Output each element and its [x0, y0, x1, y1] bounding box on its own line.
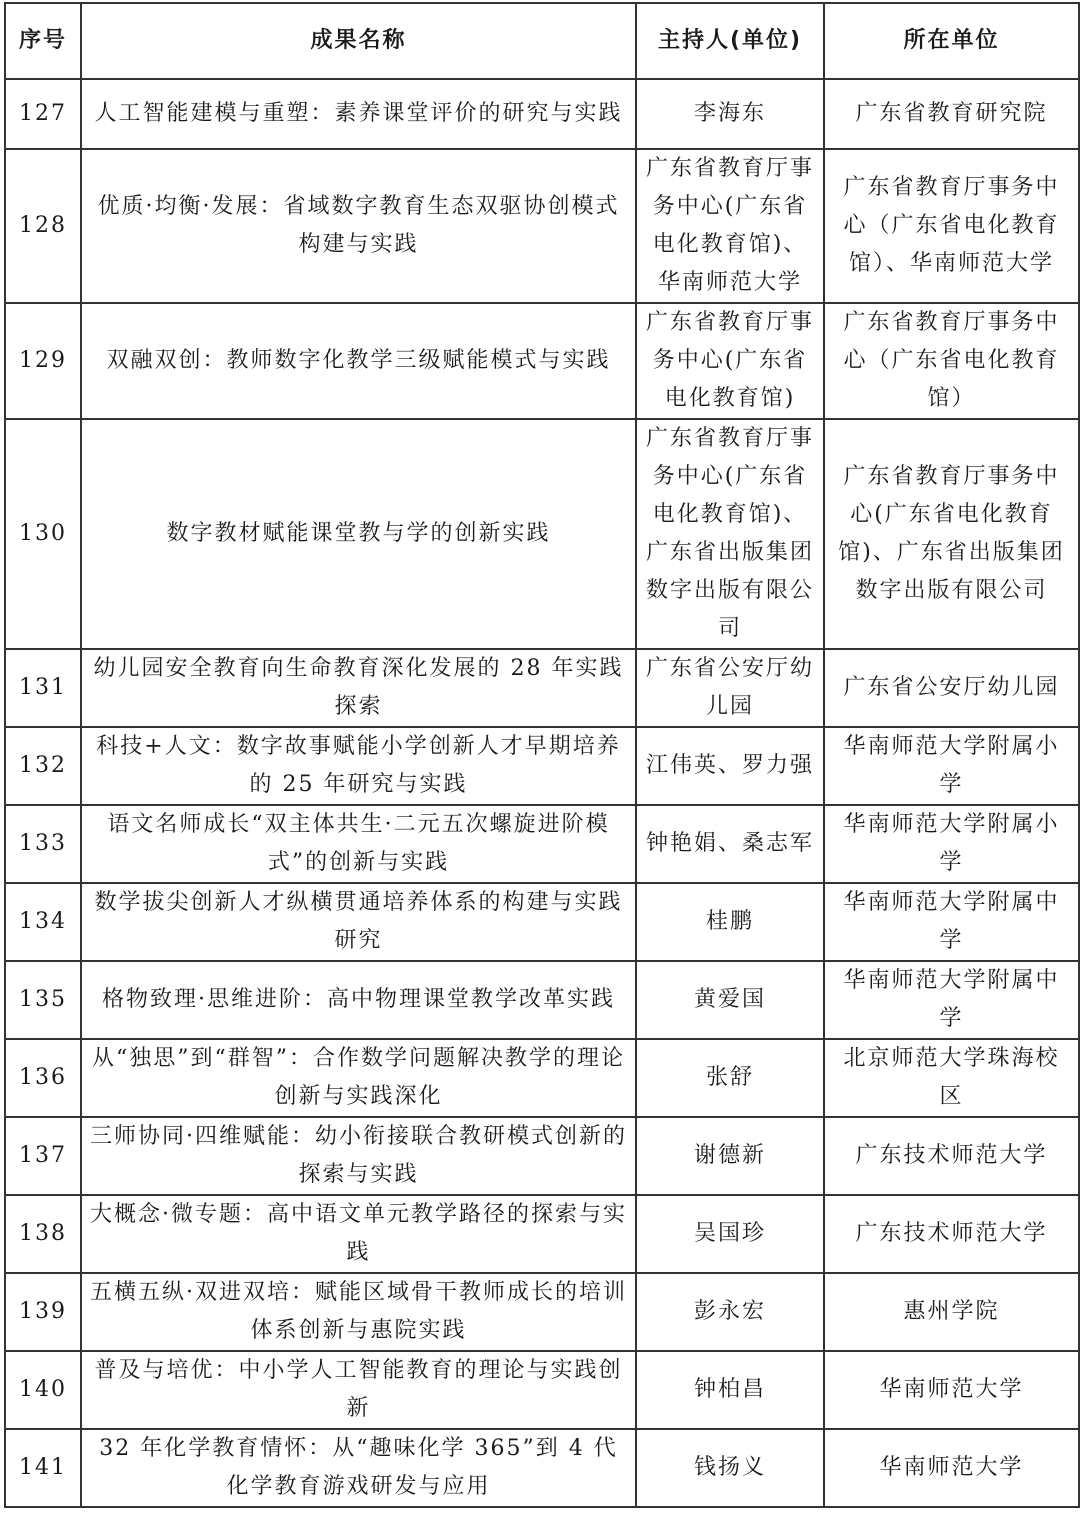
table-row: [5, 649, 1079, 727]
row-number: 129: [5, 303, 81, 419]
result-name: 数学拔尖创新人才纵横贯通培养体系的构建与实践研究: [81, 883, 636, 961]
unit-name: 华南师范大学附属小学: [824, 727, 1079, 805]
row-number: 137: [5, 1117, 81, 1195]
result-name: 优质·均衡·发展：省域数字教育生态双驱协创模式构建与实践: [81, 149, 636, 303]
host-name: 谢德新: [636, 1117, 824, 1195]
table-row: [5, 805, 1079, 883]
result-name: 大概念·微专题：高中语文单元教学路径的探索与实践: [81, 1195, 636, 1273]
row-number: 136: [5, 1039, 81, 1117]
result-name: 32 年化学教育情怀：从“趣味化学 365”到 4 代化学教育游戏研发与应用: [81, 1429, 636, 1507]
row-number: 130: [5, 419, 81, 649]
header-host: 主持人(单位): [636, 3, 824, 79]
header-unit: 所在单位: [824, 3, 1079, 79]
unit-name: 广东省教育厅事务中心(广东省电化教育馆)、广东省出版集团数字出版有限公司: [824, 419, 1079, 649]
unit-name: 华南师范大学附属中学: [824, 883, 1079, 961]
unit-name: 广东技术师范大学: [824, 1117, 1079, 1195]
host-name: 江伟英、罗力强: [636, 727, 824, 805]
unit-name: 广东省教育厅事务中心（广东省电化教育馆）: [824, 303, 1079, 419]
table-row: [5, 1273, 1079, 1351]
table-row: [5, 1039, 1079, 1117]
host-name: 李海东: [636, 79, 824, 149]
unit-name: 华南师范大学附属中学: [824, 961, 1079, 1039]
host-name: 黄爱国: [636, 961, 824, 1039]
table-row: [5, 1117, 1079, 1195]
result-name: 普及与培优：中小学人工智能教育的理论与实践创新: [81, 1351, 636, 1429]
host-name: 钟艳娟、桑志军: [636, 805, 824, 883]
row-number: 139: [5, 1273, 81, 1351]
result-name: 数字教材赋能课堂教与学的创新实践: [81, 419, 636, 649]
host-name: 广东省教育厅事务中心(广东省电化教育馆)、广东省出版集团数字出版有限公司: [636, 419, 824, 649]
unit-name: 广东省公安厅幼儿园: [824, 649, 1079, 727]
row-number: 131: [5, 649, 81, 727]
row-number: 127: [5, 79, 81, 149]
unit-name: 北京师范大学珠海校区: [824, 1039, 1079, 1117]
result-name: 幼儿园安全教育向生命教育深化发展的 28 年实践探索: [81, 649, 636, 727]
table-header-row: [5, 3, 1079, 79]
table-row: [5, 1195, 1079, 1273]
results-table: [4, 2, 1080, 1508]
table-row: [5, 303, 1079, 419]
host-name: 广东省公安厅幼儿园: [636, 649, 824, 727]
row-number: 133: [5, 805, 81, 883]
unit-name: 广东省教育厅事务中心（广东省电化教育馆）、华南师范大学: [824, 149, 1079, 303]
unit-name: 广东省教育研究院: [824, 79, 1079, 149]
host-name: 张舒: [636, 1039, 824, 1117]
result-name: 五横五纵·双进双培：赋能区域骨干教师成长的培训体系创新与惠院实践: [81, 1273, 636, 1351]
row-number: 138: [5, 1195, 81, 1273]
result-name: 格物致理·思维进阶：高中物理课堂教学改革实践: [81, 961, 636, 1039]
table-row: [5, 419, 1079, 649]
host-name: 吴国珍: [636, 1195, 824, 1273]
unit-name: 华南师范大学附属小学: [824, 805, 1079, 883]
host-name: 钱扬义: [636, 1429, 824, 1507]
result-name: 双融双创：教师数字化教学三级赋能模式与实践: [81, 303, 636, 419]
table-row: [5, 149, 1079, 303]
table-row: [5, 1429, 1079, 1507]
unit-name: 华南师范大学: [824, 1351, 1079, 1429]
row-number: 140: [5, 1351, 81, 1429]
header-number: 序号: [5, 3, 81, 79]
table-row: [5, 727, 1079, 805]
unit-name: 惠州学院: [824, 1273, 1079, 1351]
result-name: 语文名师成长“双主体共生·二元五次螺旋进阶模式”的创新与实践: [81, 805, 636, 883]
unit-name: 广东技术师范大学: [824, 1195, 1079, 1273]
table-row: [5, 961, 1079, 1039]
result-name: 科技+人文：数字故事赋能小学创新人才早期培养的 25 年研究与实践: [81, 727, 636, 805]
row-number: 141: [5, 1429, 81, 1507]
row-number: 132: [5, 727, 81, 805]
table-row: [5, 79, 1079, 149]
table-row: [5, 883, 1079, 961]
row-number: 128: [5, 149, 81, 303]
result-name: 从“独思”到“群智”：合作数学问题解决教学的理论创新与实践深化: [81, 1039, 636, 1117]
row-number: 134: [5, 883, 81, 961]
table-row: [5, 1351, 1079, 1429]
host-name: 广东省教育厅事务中心(广东省电化教育馆)、华南师范大学: [636, 149, 824, 303]
header-result-name: 成果名称: [81, 3, 636, 79]
result-name: 三师协同·四维赋能：幼小衔接联合教研模式创新的探索与实践: [81, 1117, 636, 1195]
host-name: 广东省教育厅事务中心(广东省电化教育馆): [636, 303, 824, 419]
host-name: 桂鹏: [636, 883, 824, 961]
row-number: 135: [5, 961, 81, 1039]
unit-name: 华南师范大学: [824, 1429, 1079, 1507]
result-name: 人工智能建模与重塑：素养课堂评价的研究与实践: [81, 79, 636, 149]
host-name: 钟柏昌: [636, 1351, 824, 1429]
host-name: 彭永宏: [636, 1273, 824, 1351]
